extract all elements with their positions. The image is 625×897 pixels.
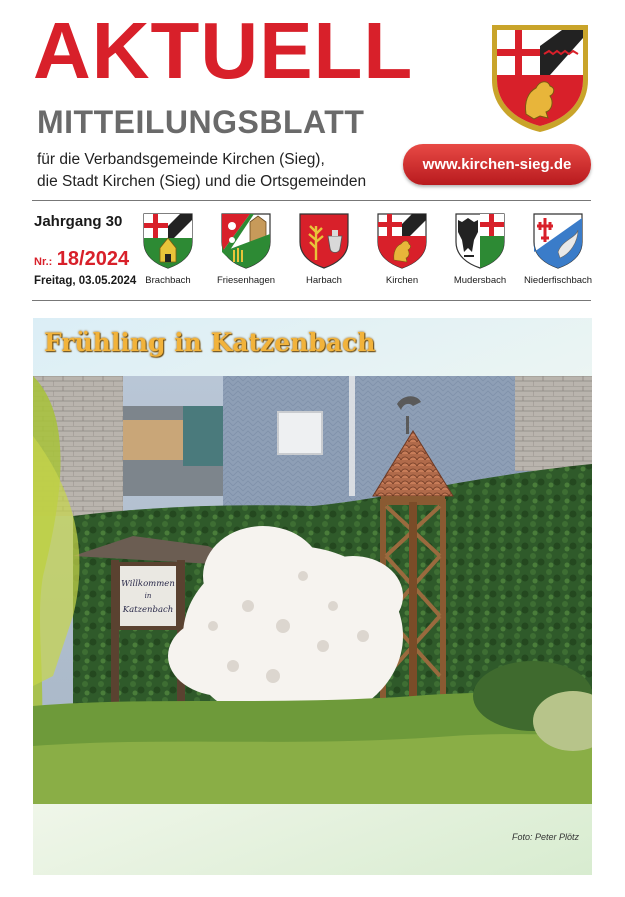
community-name: Niederfischbach [523,275,593,286]
community-niederfischbach [519,212,597,286]
community-name: Harbach [306,275,342,286]
community-mudersbach [441,212,519,286]
verbandsgemeinde-crest-icon [488,22,592,134]
community-name: Friesenhagen [216,275,276,286]
community-name: Mudersbach [453,275,507,286]
mudersbach-crest-icon [454,212,506,270]
issue-number-label: Nr.: [34,256,53,268]
tagline-line: für die Verbandsgemeinde Kirchen (Sieg), [37,151,325,168]
community-friesenhagen [207,212,285,286]
header-divider [32,200,591,201]
issue-date: Freitag, 03.05.2024 [34,275,137,287]
issue-number-value: 18/2024 [56,248,130,270]
community-kirchen [363,212,441,286]
community-harbach [285,212,363,286]
community-brachbach [129,212,207,286]
cover-photo [33,376,592,804]
svg-text:Katzenbach: Katzenbach [122,605,174,615]
issue-number [34,248,129,271]
masthead-title: AKTUELL [33,6,414,95]
issue-divider [32,300,591,301]
tagline-line: die Stadt Kirchen (Sieg) und die Ortsgemeinden [37,173,367,190]
svg-text:Willkommen: Willkommen [121,579,175,589]
niederfischbach-crest-icon [532,212,584,270]
masthead-tagline [37,149,366,193]
community-crests [134,212,598,292]
community-name: Kirchen [385,275,419,286]
masthead-subtitle: MITTEILUNGSBLATT [37,104,365,140]
friesenhagen-crest-icon [220,212,272,270]
community-name: Brachbach [145,275,191,286]
brachbach-crest-icon [142,212,194,270]
kirchen-crest-icon [376,212,428,270]
svg-text:in: in [144,592,152,600]
issue-volume: Jahrgang 30 [34,213,123,230]
website-link[interactable]: www.kirchen-sieg.de [403,144,591,185]
cover-headline: Frühling in Katzenbach [44,328,376,357]
photo-credit: Foto: Peter Plötz [512,832,580,842]
harbach-crest-icon [298,212,350,270]
